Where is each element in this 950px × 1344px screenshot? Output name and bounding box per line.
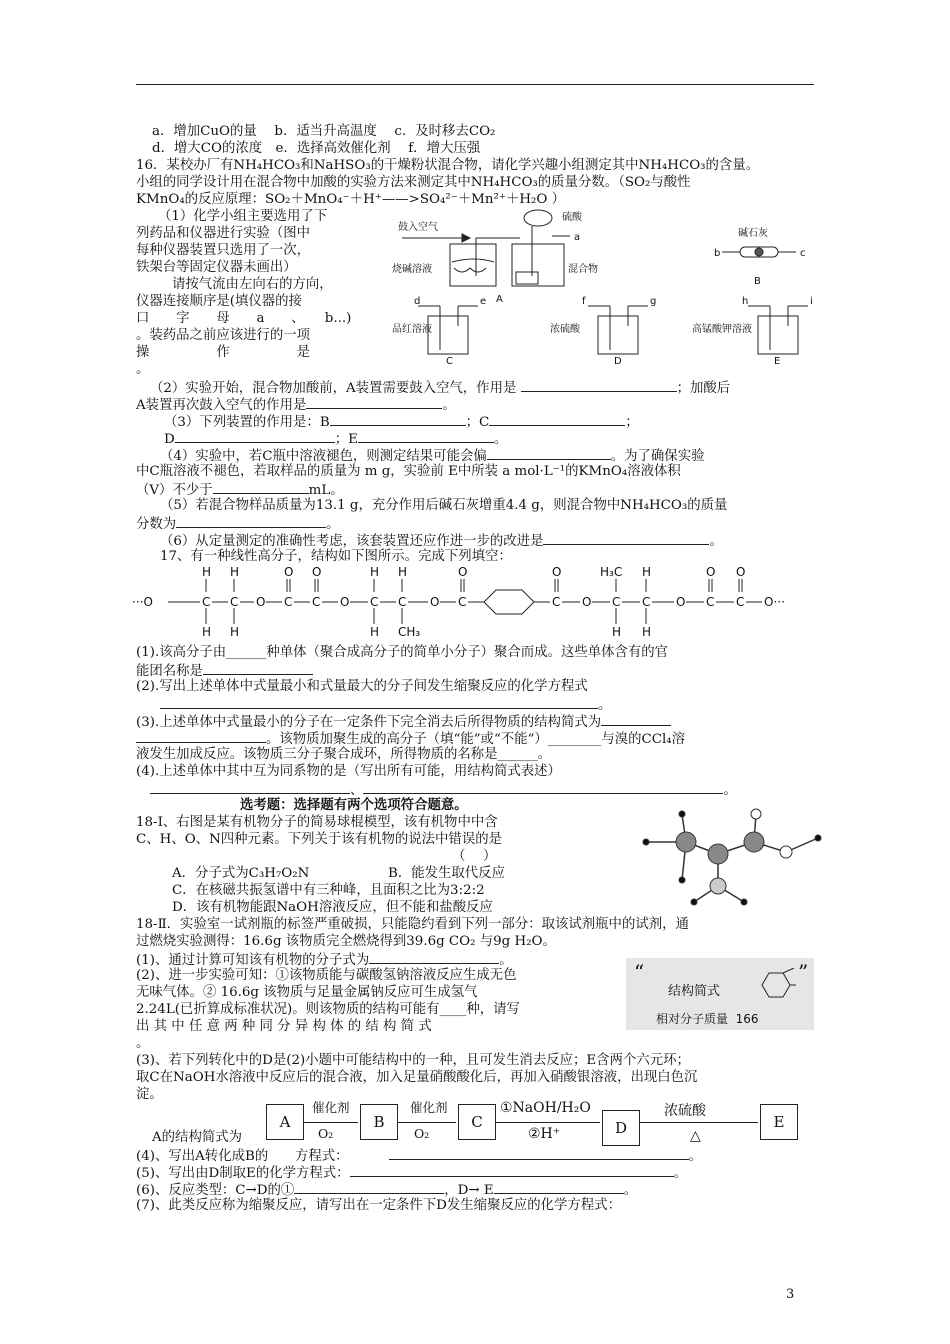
svg-text:O···: O··· [764,595,785,609]
arrow-A-B [304,1122,358,1123]
svg-text:O: O [256,595,266,609]
option-line: a．增加CuO的量 b．适当升高温度 c．及时移去CO₂ [152,124,496,139]
svg-text:C: C [230,595,239,609]
label-D: D [614,356,622,366]
text: 。 [709,534,723,549]
svg-text:O: O [676,595,686,609]
text-line: 铁架台等固定仪器未画出） [136,260,297,275]
label-kmno4: 高锰酸钾溶液 [692,324,752,335]
answer-blank[interactable] [363,780,723,794]
port-e: e [480,296,487,307]
option-C: C．在核磁共振氢谱中有三种峰，且面积之比为3:2:2 [172,883,485,898]
answer-blank[interactable] [601,712,671,726]
label-sodalime: 碱石灰 [738,228,768,239]
text-line: 操 作 是 [136,345,311,360]
svg-text:C: C [642,595,651,609]
q18-2-3-A-line [152,1129,242,1146]
text: （4）实验中，若C瓶中溶液褪色，则测定结果可能会偏 [160,449,487,464]
text: 、 [350,783,364,798]
ball-stick-model [636,808,822,920]
svg-text:H: H [202,565,212,579]
cond-cat1: 催化剂 [312,1100,350,1115]
compound-D: D [602,1110,640,1146]
text: ； [625,415,639,430]
compound-B: B [360,1104,398,1140]
text: (3).上述单体中式量最小的分子在一定条件下完全消去后所得物质的结构简式为 [136,715,602,730]
cond-cat2: 催化剂 [410,1100,448,1115]
label-naoh: 烧碱溶液 [392,264,432,275]
text: 相对分子质量 [656,1012,729,1026]
compound-C: C [458,1104,496,1140]
question-16: 16．某校办厂有NH₄HCO₃和NaHSO₃的干燥粉状混合物，请化学兴趣小组测定其中NH₄HCO₃的含量。 [136,158,760,173]
label-acid: 硫酸 [562,212,582,223]
text-line: 2.24L(已折算成标准状况)。则该物质的结构可能有____种，请写 [136,1002,520,1017]
cond-hplus: ②H⁺ [528,1126,561,1142]
svg-text:···O: ···O [132,595,153,609]
answer-blank[interactable] [494,1180,624,1194]
label-E: E [774,356,781,366]
svg-text:C: C [202,595,211,609]
cond-o2a: O₂ [318,1126,334,1141]
text: 。 [723,783,737,798]
port-h: h [742,296,749,307]
text-line: (1).该高分子由______种单体（聚合成高分子的简单小分子）聚合而成。这些单体含有的官 [136,645,669,660]
answer-blank[interactable] [176,514,326,528]
svg-text:H: H [230,625,240,639]
text-line: 液发生加成反应。该物质三分子聚合成环，所得物质的名称是______。 [136,747,552,762]
svg-text:H: H [642,625,652,639]
arrow-D-E [640,1122,758,1123]
text: 。 [598,698,612,713]
cond-heat: △ [690,1128,701,1144]
page-number: 3 [786,1287,795,1302]
label-struct: 结构简式 [668,984,721,999]
text-line: 出 其 中 任 意 两 种 同 分 异 构 体 的 结 构 简 式 [136,1019,432,1034]
text-line: (2).写出上述单体中式量最小和式量最大的分子间发生缩聚反应的化学方程式 [136,679,588,694]
answer-blank[interactable] [136,729,266,743]
svg-text:O: O [458,565,468,579]
port-b: b [714,248,721,259]
text: mL。 [308,483,344,498]
section-heading: 选考题：选择题有两个选项符合题意。 [240,797,468,813]
svg-text:C: C [312,595,321,609]
answer-blank[interactable] [521,378,677,392]
svg-text:O: O [706,565,716,579]
text-line: 口 字 母 a 、 b...) [136,311,352,326]
cond-o2b: O₂ [414,1126,430,1141]
svg-text:O: O [736,565,746,579]
svg-text:O: O [312,565,322,579]
svg-text:C: C [458,595,467,609]
reagent-label [626,958,814,1030]
port-g: g [650,296,657,307]
option-A: A．分子式为C₃H₇O₂N [172,866,310,881]
text-line: 中C瓶溶液不褪色，若取样品的质量为 m g，实验前 E中所装 a mol·L⁻¹的KMnO₄溶液体积 [136,464,681,479]
label-C: C [446,356,453,366]
text: ，D→ E [444,1183,494,1198]
question-17: 17、有一种线性高分子，结构如下图所示。完成下列填空： [160,549,512,564]
port-f: f [582,296,586,307]
text: （3）下列装置的作用是：B [164,415,330,430]
text-line: (4).上述单体中其中互为同系物的是（写出所有可能，用结构简式表述） [136,764,561,779]
text-line: （1）化学小组主要选用了下 [158,209,328,224]
text-line: 小组的同学设计用在混合物中加酸的实验方法来测定其中NH₄HCO₃的质量分数。（SO₂与酸性 [136,175,691,190]
cond-h2so4: 浓硫酸 [664,1103,706,1119]
svg-text:O: O [284,565,294,579]
svg-text:C: C [736,595,745,609]
text: 。 [499,953,513,968]
text: （2）实验开始，混合物加酸前，A装置需要鼓入空气，作用是 [150,381,517,396]
text: (6)、反应类型：C→D的① [136,1183,295,1198]
svg-text:O: O [340,595,350,609]
answer-blank[interactable] [306,395,442,409]
answer-blank[interactable] [543,531,709,545]
text-line: 。 [136,362,150,377]
svg-text:O: O [582,595,592,609]
text: ；C [465,415,490,430]
text: 。 [442,398,456,413]
polymer-structure [132,564,808,640]
cond-naoh: ①NaOH/H₂O [500,1100,591,1116]
text: ；加酸后 [676,381,731,396]
svg-text:H: H [202,625,212,639]
label-air: 鼓入空气 [398,222,438,233]
text: D [164,432,175,447]
svg-text:H: H [642,565,652,579]
svg-text:H: H [370,625,380,639]
svg-text:H: H [370,565,380,579]
svg-text:O: O [552,565,562,579]
option-D: D．该有机物能跟NaOH溶液反应，但不能和盐酸反应 [172,900,493,915]
text: (1)、通过计算可知该有机物的分子式为 [136,953,370,968]
svg-text:C: C [612,595,621,609]
label-A: A [496,294,503,305]
option-line: d．增大CO的浓度 e．选择高效催化剂 f．增大压强 [152,141,481,156]
port-i: i [810,296,813,307]
answer-blank[interactable] [175,429,335,443]
answer-blank[interactable] [487,446,611,460]
arrow-B-C [398,1122,456,1123]
benzene-fragment [756,968,796,1002]
text-line: 每种仪器装置只选用了一次， [136,243,311,258]
answer-blank[interactable] [294,1180,444,1194]
arrow-C-D [496,1122,600,1123]
text-line: （5）若混合物样品质量为13.1 g，充分作用后碱石灰增重4.4 g，则混合物中NH₄HCO₃的质量 [160,498,728,513]
svg-text:C: C [706,595,715,609]
text: 分数为 [136,517,177,532]
text-line: 。 [136,1036,150,1051]
option-B: B．能发生取代反应 [388,866,505,881]
text: ；E [334,432,358,447]
text: A装置再次鼓入空气的作用是 [136,398,307,413]
answer-blank[interactable] [489,412,625,426]
header-rule [136,84,814,85]
svg-text:H: H [612,625,622,639]
label-mass [656,1010,759,1027]
text-line: (2)、进一步实验可知：①该物质能与碳酸氢钠溶液反应生成无色 [136,968,517,983]
answer-blank[interactable] [350,1163,674,1177]
text: 能团名称是 [136,664,203,679]
compound-A: A [266,1104,304,1140]
text: A的结构简式为 [152,1130,243,1145]
label-pinkred: 品红溶液 [392,324,432,335]
text: （6）从定量测定的准确性考虑，该套装置还应作进一步的改进是 [160,534,544,549]
svg-text:CH₃: CH₃ [398,625,421,639]
open-quote: “ [634,960,645,984]
text-line: 淀。 [136,1087,163,1102]
port-d: d [414,296,421,307]
answer-blank[interactable] [358,429,494,443]
svg-text:C: C [370,595,379,609]
text: （V）不少于 [136,483,213,498]
close-quote: ” [798,960,809,984]
svg-text:H₃C: H₃C [600,565,623,579]
text-line: 列药品和仪器进行实验（图中 [136,226,311,241]
answer-blank[interactable] [213,480,309,494]
text: 。 [493,432,508,447]
text-line: 请按气流由左向右的方向， [172,277,333,292]
text: (5)、写出由D制取E的化学方程式： [136,1166,350,1181]
svg-text:C: C [398,595,407,609]
text-line: 过燃烧实验测得：16.6g 该物质完全燃烧得到39.6g CO₂ 与9g H₂O。 [136,934,556,949]
answer-blank[interactable] [203,661,313,675]
answer-blank[interactable] [389,1146,689,1160]
port-c: c [800,248,806,259]
apparatus-figure [392,206,818,366]
text-line: (7)、此类反应称为缩聚反应，请写出在一定条件下D发生缩聚反应的化学方程式： [136,1198,621,1213]
label-B: B [754,276,761,287]
compound-E: E [760,1104,798,1140]
text: 。 [326,517,340,532]
svg-text:O: O [430,595,440,609]
text-line: 仪器连接顺序是(填仪器的接 [136,294,302,309]
svg-text:C: C [552,595,561,609]
text-line: (3)、若下列转化中的D是(2)小题中可能结构中的一种，且可发生消去反应；E含两个六元环； [136,1053,690,1068]
answer-paren: （ ） [452,849,497,864]
svg-text:H: H [230,565,240,579]
text: 。 [673,1166,687,1181]
text: 。为了确保实验 [610,449,705,464]
text: 。 [688,1149,702,1164]
label-mixture: 混合物 [568,264,598,275]
question-18-2: 18-Ⅱ．实验室一试剂瓶的标签严重破损，只能隐约看到下列一部分：取该试剂瓶中的试剂，通 [136,917,689,932]
port-a: a [574,232,581,243]
text: (4)、写出A转化成B的 方程式： [136,1149,349,1164]
text: 。该物质加聚生成的高分子（填“能”或“不能”）________与溴的CCl₄溶 [266,732,686,747]
answer-blank[interactable] [160,695,598,709]
label-conc-h2so4: 浓硫酸 [550,324,580,335]
text-line: 无味气体。② 16.6g 该物质与足量金属钠反应可生成氢气 [136,985,478,1000]
text: 。 [623,1183,638,1198]
question-18-1: 18-Ⅰ、右图是某有机物分子的简易球棍模型，该有机物中中含 [136,815,498,830]
text-line: C、H、O、N四种元素。下列关于该有机物的说法中错误的是 [136,832,502,847]
answer-blank[interactable] [330,412,466,426]
mass-value: 166 [735,1012,759,1026]
answer-blank[interactable] [150,780,350,794]
text-line: 取C在NaOH水溶液中反应后的混合液，加入足量硝酸酸化后，再加入硝酸银溶液，出现白色沉 [136,1070,698,1085]
text-line: KMnO₄的反应原理：SO₂＋MnO₄⁻＋H⁺——>SO₄²⁻＋Mn²⁺＋H₂O ） [136,192,566,207]
svg-text:H: H [398,565,408,579]
svg-text:C: C [284,595,293,609]
text-line: 。装药品之前应该进行的一项 [136,328,311,343]
answer-blank[interactable] [369,950,499,964]
